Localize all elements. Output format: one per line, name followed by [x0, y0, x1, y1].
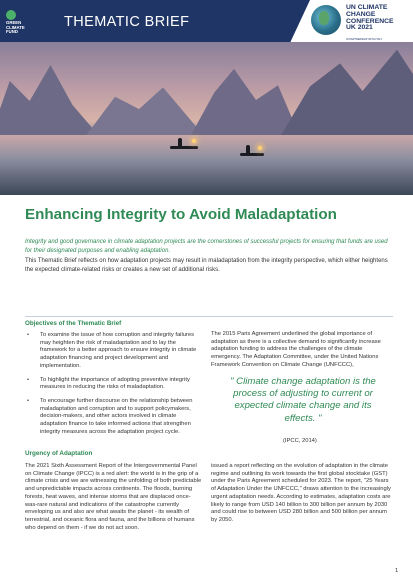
article-description: This Thematic Brief reflects on how adaptation projects may result in maladaptation from the integrity perspective, which either heightens the expected climate-related risks or creates a new set of additional risks.	[25, 258, 388, 273]
paris-agreement-text: The 2015 Paris Agreement underlined the global importance of adaptation as there is a collective demand to significantly increase adaptation funding to address the challenges of the climate emergency. The Adaptation Committee, under the United Nations Framework Convention on Climate Change (UNFCCC),	[211, 331, 381, 368]
urgency-heading: Urgency of Adaptation	[25, 450, 93, 457]
hero-photo	[0, 42, 413, 195]
quote-citation: (IPCC, 2014)	[283, 438, 317, 444]
mountain-shape	[190, 63, 300, 137]
cop-line: UN CLIMATE	[346, 4, 388, 11]
fisherman-figure	[246, 145, 250, 153]
cop-line: CONFERENCE	[346, 17, 394, 25]
gcf-mark-icon	[6, 10, 16, 20]
mountain-shape	[0, 57, 100, 137]
header-banner	[0, 0, 270, 42]
lantern-glow	[258, 146, 262, 150]
objectives-list	[27, 332, 199, 442]
raft-shape	[170, 146, 198, 149]
fisherman-figure	[178, 138, 182, 146]
lantern-glow	[192, 139, 196, 143]
page-number: 1	[395, 568, 399, 574]
cop26-logo	[311, 4, 407, 42]
cop26-partnership: IN PARTNERSHIP WITH ITALY	[346, 38, 383, 41]
river-water	[0, 135, 413, 195]
article-intro: Integrity and good governance in climate adaptation projects are the cornerstones of successful projects for ensuring that funds are used for their designated purposes and enabling adaptation.	[25, 239, 388, 254]
cop-line: CHANGE	[346, 10, 376, 18]
cop26-logo-text	[346, 5, 394, 32]
page-header	[0, 0, 413, 42]
green-climate-fund-logo	[6, 10, 46, 36]
raft-shape	[240, 153, 264, 156]
urgency-text: The 2021 Sixth Assessment Report of the Intergovernmental Panel on Climate Change (IPCC) is a red alert: the world is in the grip of a climate crisis and we are witnessing the unfolding of both predictable and unpredictable impacts across continents. The floods, burning forests, heat waves, and intense storms that are displaced once-was-rare natural and indications of the catastrophe currently enveloping us and also are what awaits the planet - its wealth of terrestrial, and oceanic flora and fauna, and the billions of humans who depend on them - if we do not act soon.	[25, 463, 202, 531]
objectives-heading: Objectives of the Thematic Brief	[25, 320, 122, 327]
gcf-logo-text: GREEN CLIMATE FUND	[6, 20, 25, 35]
objective-item: • To encourage further discourse on the relationship between maladaptation and corruption and to support policymakers, decision-makers, and other actors involved in climate adaptation finance to take informed actions that strengthen integrity measures across the adaptation project cycle.	[27, 398, 199, 437]
cop-line: UK 2021	[346, 24, 373, 32]
report-text: issued a report reflecting on the evolution of adaptation in the climate regime and outlining its work towards the first global stocktake (GST) under the Paris Agreement scheduled for 2023. The report, "25 Years of Adaptation Under the UNFCCC," draws attention to the increasingly urgent adaptation needs. According to estimates, adaptation costs are likely to range from USD 140 billion to 300 billion per annum by 2030 and could rise to between USD 280 billion and 500 billion per annum by 2050.	[211, 463, 391, 523]
mountain-shape	[280, 45, 413, 137]
section-divider	[25, 316, 393, 317]
mountain-shape	[85, 75, 205, 137]
brief-type-title: THEMATIC BRIEF	[64, 14, 190, 30]
objective-item: • To highlight the importance of adopting preventive integrity measures in reducing the risks of maladaptation.	[27, 377, 199, 392]
objective-item: • To examine the issue of how corruption and integrity failures may heighten the risk of maladaptation and to lay the framework for a better approach to ensure integrity in climate adaptation financing and project development and implementation.	[27, 332, 199, 371]
article-title: Enhancing Integrity to Avoid Maladaptation	[25, 206, 337, 223]
globe-icon	[311, 5, 341, 35]
pull-quote: " Climate change adaptation is the process of adjusting to current or expected climate change and its effects. "	[230, 376, 376, 424]
